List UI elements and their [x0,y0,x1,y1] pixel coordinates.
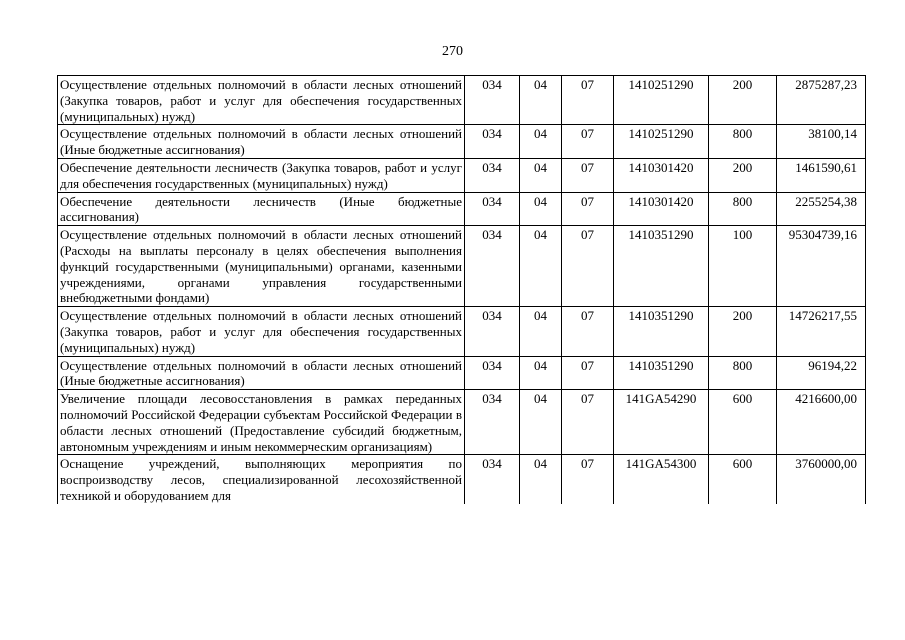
section-code-cell: 04 [520,307,562,356]
ministry-code-cell: 034 [465,76,520,125]
ministry-code-cell: 034 [465,356,520,390]
expense-name-cell: Осуществление отдельных полномочий в области лесных отношений (Закупка товаров, работ и услуг для обеспечения государственных (муниципальных) нужд) [58,307,465,356]
table-row [58,192,866,226]
expense-type-cell: 800 [709,192,777,226]
amount-cell: 4216600,00 [777,390,866,455]
table-row [58,455,866,504]
table-row [58,390,866,455]
target-article-cell: 141GA54290 [614,390,709,455]
subsection-code-cell: 07 [562,390,614,455]
subsection-code-cell: 07 [562,356,614,390]
expense-name-cell: Обеспечение деятельности лесничеств (Закупка товаров, работ и услуг для обеспечения государственных (муниципальных) нужд) [58,158,465,192]
table-row [58,226,866,307]
expense-type-cell: 600 [709,390,777,455]
expense-type-cell: 600 [709,455,777,504]
amount-cell: 3760000,00 [777,455,866,504]
subsection-code-cell: 07 [562,226,614,307]
subsection-code-cell: 07 [562,307,614,356]
subsection-code-cell: 07 [562,158,614,192]
section-code-cell: 04 [520,125,562,159]
target-article-cell: 1410251290 [614,76,709,125]
expense-type-cell: 800 [709,125,777,159]
ministry-code-cell: 034 [465,192,520,226]
target-article-cell: 1410301420 [614,158,709,192]
ministry-code-cell: 034 [465,307,520,356]
expense-name-cell: Обеспечение деятельности лесничеств (Иные бюджетные ассигнования) [58,192,465,226]
target-article-cell: 1410351290 [614,356,709,390]
expense-type-cell: 100 [709,226,777,307]
target-article-cell: 1410301420 [614,192,709,226]
expense-name-cell: Осуществление отдельных полномочий в области лесных отношений (Расходы на выплаты персоналу в целях обеспечения выполнения функций государственными (муниципальными) органами, казенными учреждениями, органами управления государственными внебюджетными фондами) [58,226,465,307]
section-code-cell: 04 [520,192,562,226]
amount-cell: 1461590,61 [777,158,866,192]
expense-type-cell: 200 [709,307,777,356]
amount-cell: 95304739,16 [777,226,866,307]
section-code-cell: 04 [520,356,562,390]
table-row [58,125,866,159]
amount-cell: 2255254,38 [777,192,866,226]
section-code-cell: 04 [520,76,562,125]
subsection-code-cell: 07 [562,125,614,159]
amount-cell: 38100,14 [777,125,866,159]
ministry-code-cell: 034 [465,455,520,504]
target-article-cell: 1410351290 [614,307,709,356]
subsection-code-cell: 07 [562,76,614,125]
expense-name-cell: Оснащение учреждений, выполняющих мероприятия по воспроизводству лесов, специализированной лесохозяйственной техникой и оборудованием для [58,455,465,504]
subsection-code-cell: 07 [562,455,614,504]
amount-cell: 14726217,55 [777,307,866,356]
amount-cell: 96194,22 [777,356,866,390]
table-row [58,356,866,390]
expense-name-cell: Увеличение площади лесовосстановления в рамках переданных полномочий Российской Федерации субъектам Российской Федерации в области лесных отношений (Предоставление субсидий бюджетным, автономным учреждениям и иным некоммерческим организациям) [58,390,465,455]
table-row [58,76,866,125]
target-article-cell: 1410251290 [614,125,709,159]
ministry-code-cell: 034 [465,158,520,192]
expense-name-cell: Осуществление отдельных полномочий в области лесных отношений (Иные бюджетные ассигнования) [58,356,465,390]
target-article-cell: 1410351290 [614,226,709,307]
section-code-cell: 04 [520,158,562,192]
section-code-cell: 04 [520,455,562,504]
expense-type-cell: 200 [709,158,777,192]
table-row [58,307,866,356]
target-article-cell: 141GA54300 [614,455,709,504]
page-number: 270 [442,44,463,59]
expense-type-cell: 800 [709,356,777,390]
expense-name-cell: Осуществление отдельных полномочий в области лесных отношений (Закупка товаров, работ и услуг для обеспечения государственных (муниципальных) нужд) [58,76,465,125]
subsection-code-cell: 07 [562,192,614,226]
amount-cell: 2875287,23 [777,76,866,125]
expense-name-cell: Осуществление отдельных полномочий в области лесных отношений (Иные бюджетные ассигнования) [58,125,465,159]
table-body [58,76,866,504]
ministry-code-cell: 034 [465,226,520,307]
table-row [58,158,866,192]
expense-type-cell: 200 [709,76,777,125]
budget-table [57,75,866,504]
section-code-cell: 04 [520,390,562,455]
ministry-code-cell: 034 [465,125,520,159]
section-code-cell: 04 [520,226,562,307]
ministry-code-cell: 034 [465,390,520,455]
